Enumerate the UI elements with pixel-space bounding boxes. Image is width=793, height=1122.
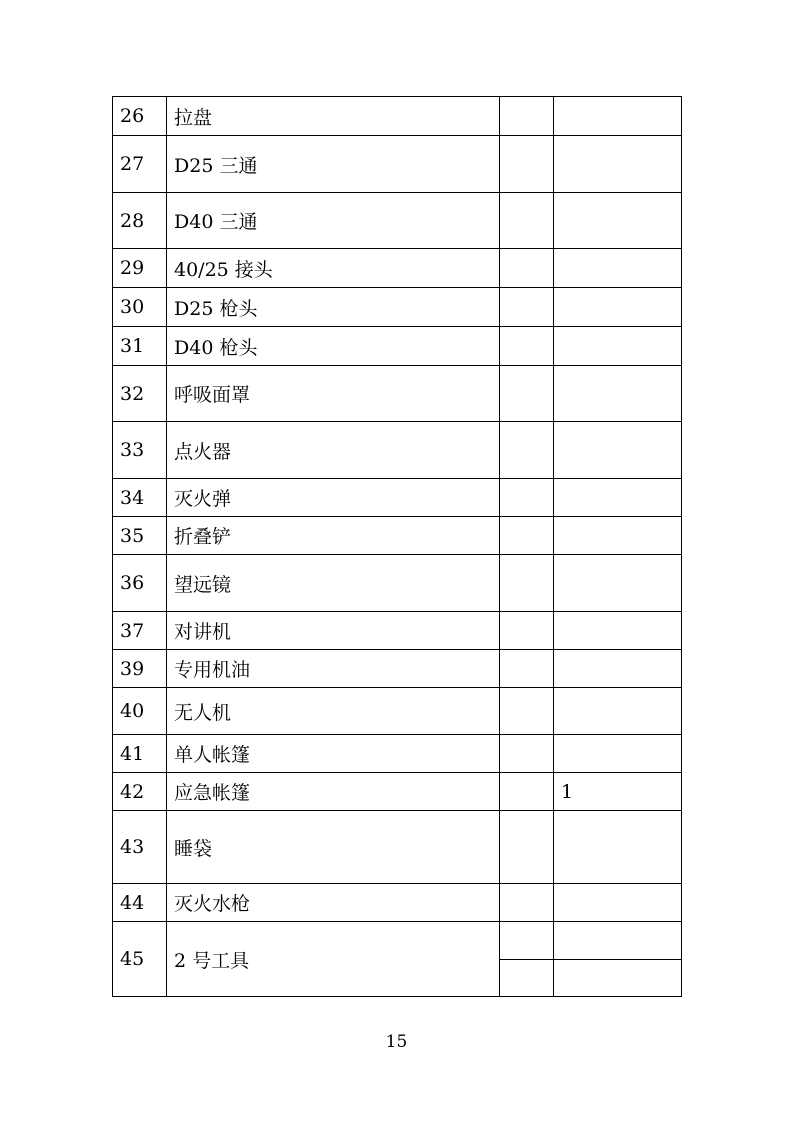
cell-col4: [554, 922, 682, 960]
item-name: 对讲机: [167, 612, 500, 650]
cell-col4: [554, 288, 682, 327]
cell-col3: [500, 612, 554, 650]
table-row: [113, 327, 682, 366]
cell-col3: [500, 922, 554, 960]
table-row: [113, 517, 682, 555]
item-name: 灭火水枪: [167, 884, 500, 922]
item-name: D25 三通: [167, 136, 500, 193]
cell-col4: [554, 884, 682, 922]
item-name: 40/25 接头: [167, 249, 500, 288]
cell-col3-sub: [500, 960, 554, 997]
item-name: D40 枪头: [167, 327, 500, 366]
row-number: 43: [113, 811, 167, 884]
item-name: 专用机油: [167, 650, 500, 688]
row-number: 28: [113, 193, 167, 249]
row-number: 30: [113, 288, 167, 327]
table-row: [113, 884, 682, 922]
table-row: [113, 249, 682, 288]
item-name: 望远镜: [167, 555, 500, 612]
item-name: 拉盘: [167, 97, 500, 136]
cell-col3: [500, 479, 554, 517]
item-name: D25 枪头: [167, 288, 500, 327]
cell-col3: [500, 811, 554, 884]
cell-col4: [554, 735, 682, 773]
cell-col4: [554, 97, 682, 136]
item-name: 无人机: [167, 688, 500, 735]
cell-col3: [500, 249, 554, 288]
item-name: 睡袋: [167, 811, 500, 884]
cell-col4-sub: [554, 960, 682, 997]
table-row: [113, 366, 682, 422]
cell-col3: [500, 327, 554, 366]
cell-col3: [500, 288, 554, 327]
row-number: 39: [113, 650, 167, 688]
row-number: 37: [113, 612, 167, 650]
cell-col3: [500, 735, 554, 773]
cell-col4: [554, 650, 682, 688]
item-name: 单人帐篷: [167, 735, 500, 773]
table-row: [113, 288, 682, 327]
row-number: 33: [113, 422, 167, 479]
table-row: [113, 773, 682, 811]
cell-col4: [554, 249, 682, 288]
cell-col3: [500, 555, 554, 612]
cell-col3: [500, 422, 554, 479]
item-name: 点火器: [167, 422, 500, 479]
cell-col4: [554, 193, 682, 249]
row-number: 34: [113, 479, 167, 517]
table-row: [113, 555, 682, 612]
row-number: 40: [113, 688, 167, 735]
row-number: 45: [113, 922, 167, 997]
row-number: 29: [113, 249, 167, 288]
table-row: [113, 193, 682, 249]
cell-col4: [554, 136, 682, 193]
table-row: [113, 422, 682, 479]
cell-col3: [500, 884, 554, 922]
table-row: [113, 136, 682, 193]
cell-col4: [554, 479, 682, 517]
equipment-table: [112, 96, 682, 997]
table-row: [113, 612, 682, 650]
item-name: 2 号工具: [167, 922, 500, 997]
item-name: 应急帐篷: [167, 773, 500, 811]
cell-col3: [500, 136, 554, 193]
cell-col3: [500, 193, 554, 249]
row-number: 36: [113, 555, 167, 612]
row-number: 41: [113, 735, 167, 773]
row-number: 27: [113, 136, 167, 193]
item-name: 呼吸面罩: [167, 366, 500, 422]
cell-col3: [500, 366, 554, 422]
table-row: [113, 650, 682, 688]
table-row: [113, 97, 682, 136]
item-name: 灭火弹: [167, 479, 500, 517]
cell-col4: [554, 517, 682, 555]
cell-col3: [500, 517, 554, 555]
table-row: [113, 688, 682, 735]
cell-col4: [554, 688, 682, 735]
cell-col3: [500, 773, 554, 811]
cell-col4: [554, 612, 682, 650]
table-row: [113, 922, 682, 960]
cell-col4: [554, 555, 682, 612]
table-row: [113, 735, 682, 773]
page-number: 15: [385, 1032, 408, 1052]
cell-col3: [500, 97, 554, 136]
item-name: D40 三通: [167, 193, 500, 249]
row-number: 32: [113, 366, 167, 422]
cell-col4: [554, 811, 682, 884]
item-name: 折叠铲: [167, 517, 500, 555]
cell-col4: [554, 327, 682, 366]
cell-col3: [500, 688, 554, 735]
cell-col4: [554, 366, 682, 422]
row-number: 26: [113, 97, 167, 136]
row-number: 44: [113, 884, 167, 922]
table-row: [113, 479, 682, 517]
row-number: 42: [113, 773, 167, 811]
row-number: 31: [113, 327, 167, 366]
cell-col3: [500, 650, 554, 688]
cell-col4: [554, 422, 682, 479]
cell-col4: 1: [554, 773, 682, 811]
table-row: [113, 811, 682, 884]
row-number: 35: [113, 517, 167, 555]
